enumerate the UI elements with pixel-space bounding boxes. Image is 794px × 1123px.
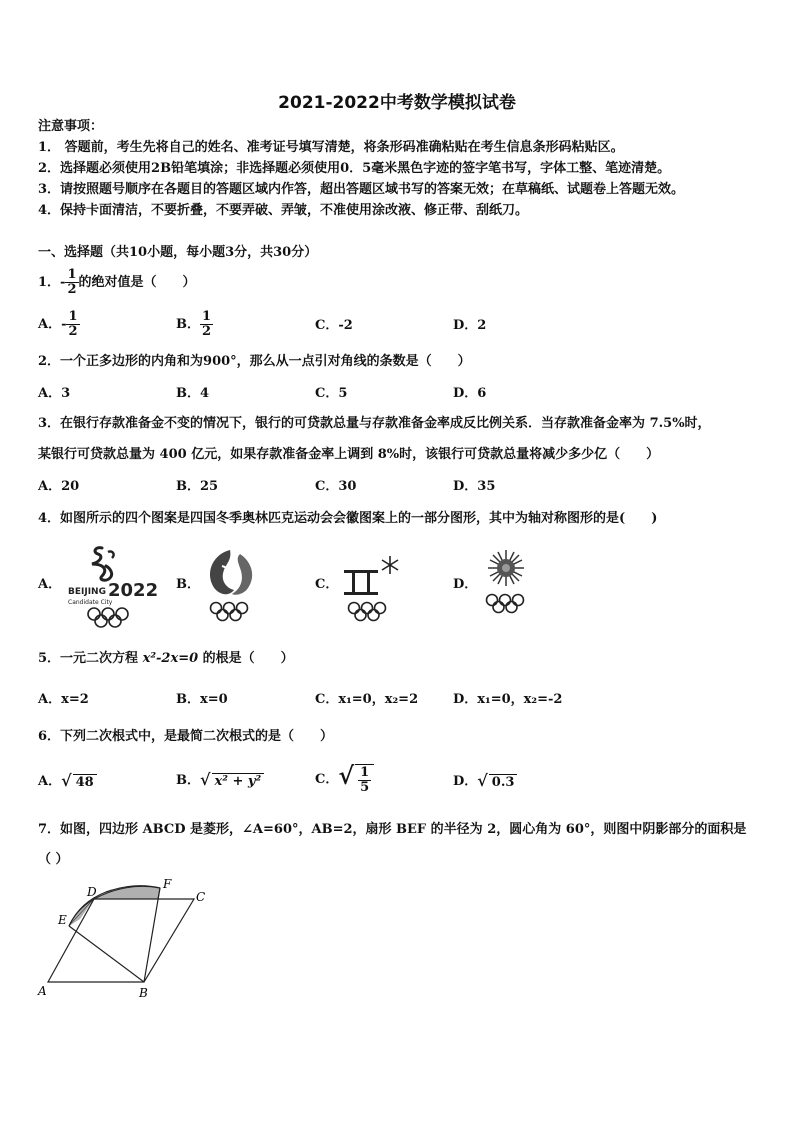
q1-option-d[interactable]: D．2: [453, 318, 487, 333]
q6-option-c[interactable]: [315, 761, 374, 795]
question-4: 4．如图所示的四个图案是四国冬季奥林匹克运动会会徽图案上的一部分图形，其中为轴对称图形的是( ): [38, 511, 658, 526]
q5-option-d[interactable]: D．x₁=0，x₂=-2: [453, 692, 563, 707]
point-label-a: A: [38, 984, 47, 998]
q5-prefix: 5．一元二次方程: [38, 651, 143, 666]
q3-option-d[interactable]: D．35: [453, 479, 496, 494]
rhombus-abcd: [48, 899, 194, 982]
q6-option-a[interactable]: [38, 773, 97, 791]
q4-option-c[interactable]: C．: [315, 577, 339, 592]
q5-option-b[interactable]: B．x=0: [176, 692, 228, 707]
logo-a-text-candidate: Candidate City: [68, 599, 113, 606]
notice-item-1: 1． 答题前，考生先将自己的姓名、准考证号填写清楚，将条形码准确粘贴在考生信息条形码粘贴区。: [38, 140, 624, 155]
q6-c-sqrt: √ $\frac{1}{5}$: [338, 764, 374, 795]
logo-a-text-beijing: BEIJING: [68, 587, 106, 597]
q6-option-b[interactable]: [176, 772, 264, 790]
question-6: 6．下列二次根式中，是最简二次根式的是（ ）: [38, 729, 334, 744]
q3-option-b[interactable]: B．25: [176, 479, 219, 494]
question-5: [38, 651, 294, 667]
q4-option-d[interactable]: D．: [453, 577, 478, 592]
q6-d-sqrt: √ 0.3: [477, 773, 517, 791]
gate-star-logo-icon: [338, 550, 408, 626]
q6-b-label: B．: [176, 773, 200, 788]
q6-a-sqrt: √ 48: [61, 773, 97, 791]
q1-a-den: 2: [68, 324, 78, 339]
point-label-c: C: [196, 890, 206, 904]
q1-a-num: 1: [68, 309, 78, 324]
q6-b-sqrt: √ x² + y²: [200, 772, 264, 790]
q1-b-label: B．: [176, 316, 200, 332]
notice-heading: 注意事项：: [38, 119, 104, 134]
q6-option-d[interactable]: [453, 773, 517, 791]
point-label-b: B: [139, 986, 148, 1000]
q5-equation: x²-2x=0: [142, 651, 199, 666]
q1-suffix: 的绝对值是（ ）: [78, 274, 196, 290]
q6-c-den: 5: [360, 780, 370, 795]
snowflake-logo-icon: [478, 548, 534, 618]
question-3-line1: 3．在银行存款准备金不变的情况下，银行的可贷款总量与存款准备金率成反比例关系．当存款准备金率为 7.5%时，: [38, 416, 711, 431]
q1-option-a[interactable]: [38, 310, 80, 339]
q2-option-b[interactable]: B．4: [176, 386, 210, 401]
q5-option-c[interactable]: C．x₁=0，x₂=2: [315, 692, 419, 707]
q1-frac-num: 1: [67, 267, 77, 282]
page-title: 2021-2022中考数学模拟试卷: [278, 93, 516, 113]
point-label-d: D: [87, 885, 97, 899]
q3-option-c[interactable]: C．30: [315, 479, 357, 494]
q4-option-b[interactable]: B．: [176, 577, 200, 592]
q1-b-den: 2: [202, 324, 212, 339]
q1-fraction: [65, 268, 78, 297]
q6-a-radicand: 48: [73, 774, 97, 791]
q1-option-c[interactable]: C．-2: [315, 318, 353, 333]
rhombus-sector-diagram: [36, 874, 216, 1004]
question-7-line2: （ ）: [38, 852, 69, 867]
q2-option-d[interactable]: D．6: [453, 386, 487, 401]
q1-option-b[interactable]: [176, 310, 213, 339]
q1-b-num: 1: [202, 309, 212, 324]
q1-a-label: A．-: [38, 316, 67, 332]
notice-item-4: 4．保持卡面清洁，不要折叠，不要弄破、弄皱，不准使用涂改液、修正带、刮纸刀。: [38, 203, 529, 218]
question-7-line1: 7．如图，四边形 ABCD 是菱形，∠A=60°，AB=2，扇形 BEF 的半径为 2，圆心角为 60°，则图中阴影部分的面积是: [38, 822, 747, 837]
q6-d-radicand: 0.3: [489, 774, 518, 791]
q1-frac-den: 2: [67, 282, 77, 297]
q6-c-num: 1: [360, 765, 370, 780]
q2-option-c[interactable]: C．5: [315, 386, 348, 401]
q6-a-label: A．: [38, 774, 62, 789]
q5-suffix: 的根是（ ）: [198, 651, 294, 666]
q6-d-label: D．: [453, 774, 478, 789]
logo-a-text-year: 2022: [108, 580, 158, 601]
question-2: 2．一个正多边形的内角和为900°，那么从一点引对角线的条数是（ ）: [38, 354, 471, 369]
question-3-line2: 某银行可贷款总量为 400 亿元，如果存款准备金率上调到 8%时，该银行可贷款总量将减少多少亿（ ）: [38, 447, 660, 462]
q5-option-a[interactable]: A．x=2: [38, 692, 89, 707]
point-label-e: E: [58, 913, 67, 927]
q6-b-radicand: x² + y²: [212, 773, 265, 790]
q2-option-a[interactable]: A．3: [38, 386, 71, 401]
notice-item-2: 2．选择题必须使用2B铅笔填涂；非选择题必须使用0．5毫米黑色字迹的签字笔书写，字体工整、笔迹清楚。: [38, 161, 671, 176]
radius-be: [69, 926, 144, 982]
q6-c-label: C．: [315, 771, 339, 787]
section-heading: 一、选择题（共10小题，每小题3分，共30分）: [38, 245, 318, 260]
beijing-2022-logo-icon: [62, 542, 158, 630]
q4-option-a[interactable]: A．: [38, 577, 62, 592]
notice-item-3: 3．请按照题号顺序在各题目的答题区域内作答，超出答题区域书写的答案无效；在草稿纸、试题卷上答题无效。: [38, 182, 685, 197]
q3-option-a[interactable]: A．20: [38, 479, 80, 494]
question-1: [38, 268, 196, 297]
q1-prefix: 1．-: [38, 274, 66, 290]
flame-logo-icon: [200, 544, 260, 626]
point-label-f: F: [163, 877, 172, 891]
